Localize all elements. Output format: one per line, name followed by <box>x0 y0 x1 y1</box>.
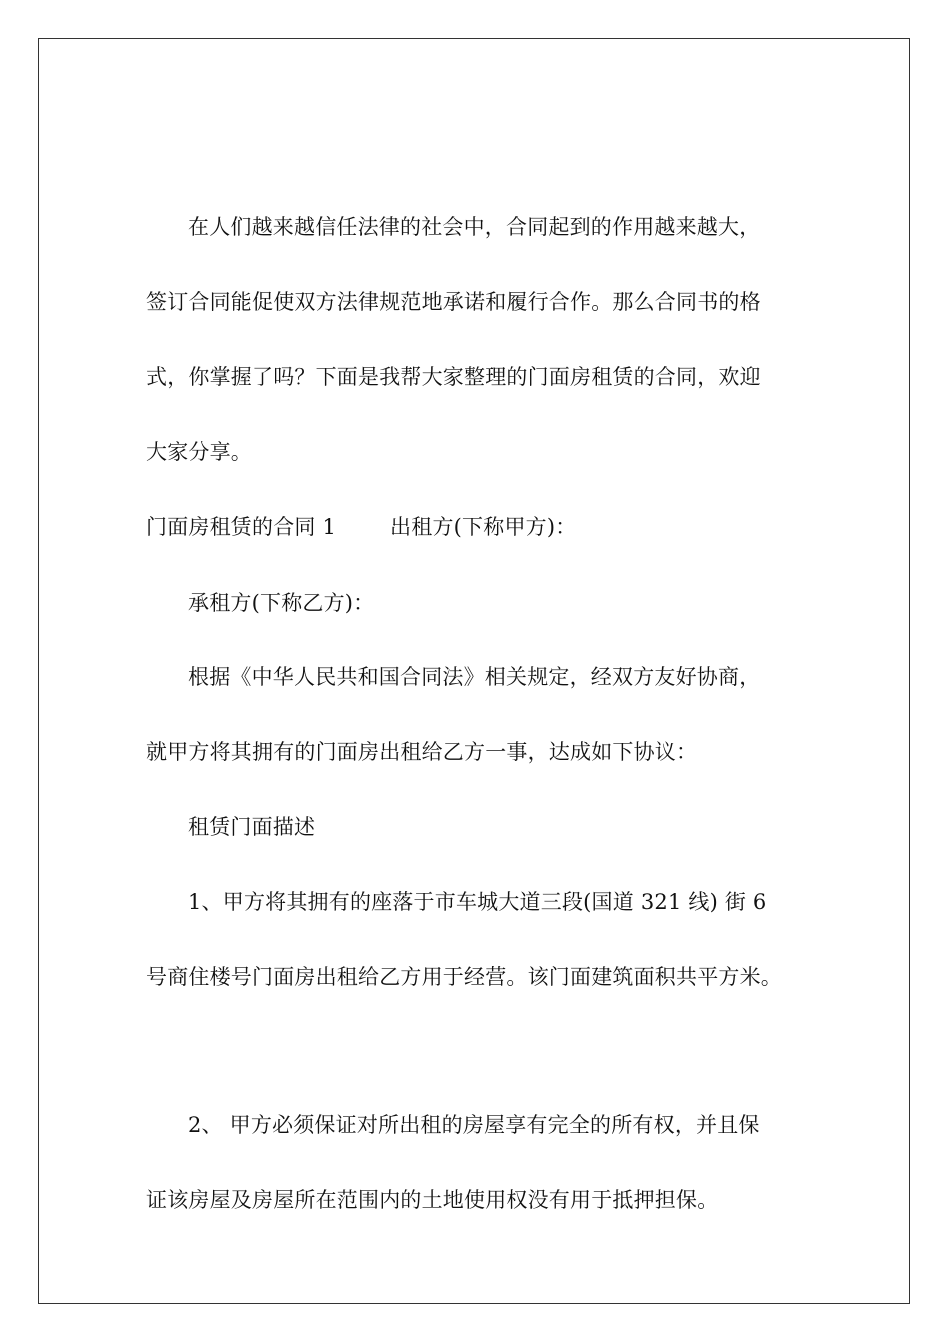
clause-2-line-2: 证该房屋及房屋所在范围内的土地使用权没有用于抵押担保。 <box>146 1188 719 1212</box>
contract-title-row <box>146 512 576 542</box>
contract-title: 门面房租赁的合同 1 <box>146 515 337 539</box>
lessor-label: 出租方(下称甲方)： <box>390 515 577 539</box>
clause-2-line-1: 2、 甲方必须保证对所出租的房屋享有完全的所有权，并且保 <box>188 1113 760 1137</box>
agreement-line-2: 就甲方将其拥有的门面房出租给乙方一事，达成如下协议： <box>146 740 698 764</box>
clause-1-line-2: 号商住楼号门面房出租给乙方用于经营。该门面建筑面积共平方米。 <box>146 965 782 989</box>
agreement-line-1: 根据《中华人民共和国合同法》相关规定，经双方友好协商， <box>188 665 761 689</box>
lessee-label: 承租方(下称乙方)： <box>188 591 375 615</box>
section-heading: 租赁门面描述 <box>188 815 316 839</box>
intro-line-1: 在人们越来越信任法律的社会中，合同起到的作用越来越大， <box>188 215 761 239</box>
intro-line-4: 大家分享。 <box>146 440 252 464</box>
intro-line-3: 式，你掌握了吗？下面是我帮大家整理的门面房租赁的合同，欢迎 <box>146 365 761 389</box>
intro-line-2: 签订合同能促使双方法律规范地承诺和履行合作。那么合同书的格 <box>146 290 761 314</box>
clause-1-line-1: 1、甲方将其拥有的座落于市车城大道三段(国道 321 线) 街 6 <box>188 890 767 914</box>
